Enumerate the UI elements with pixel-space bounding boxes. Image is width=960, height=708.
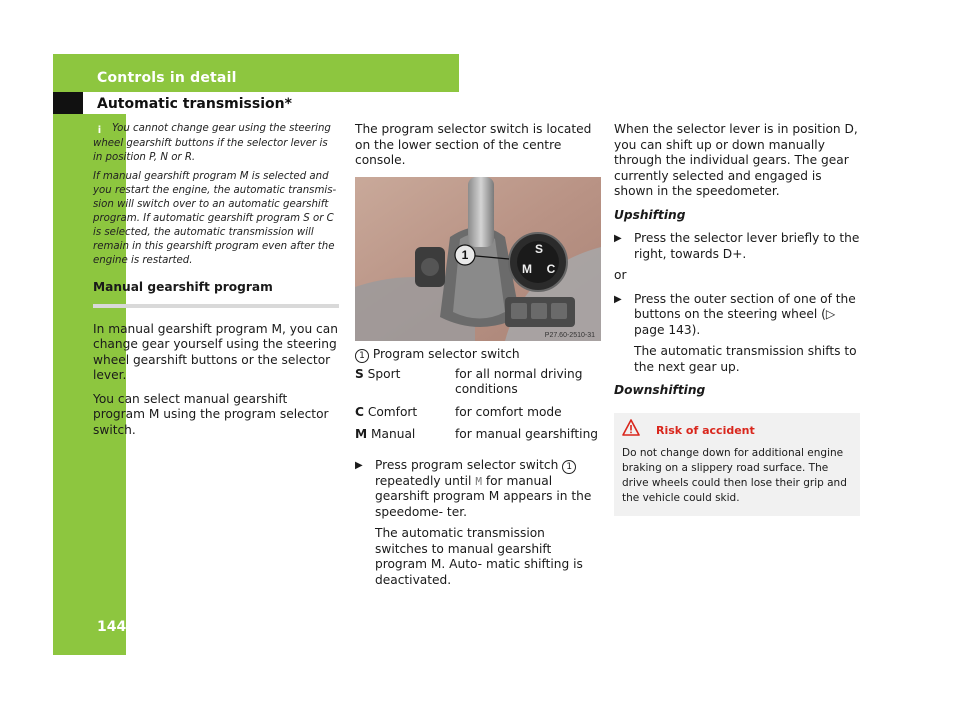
caption-text: Program selector switch: [372, 346, 520, 361]
info-text-2: If manual gearshift program M is selected and you restart the engine, the automatic transmis- sion will switch over to an automatic gearshift program. If automatic gearshift program S or C is selected, the automatic transmission will remain in this gearshift program even after the engine is restarted.: [93, 171, 337, 266]
step-result: The automatic transmission switches to manual gearshift program M. Auto- matic shifting is deactivated.: [375, 526, 583, 587]
bullet-arrow-icon: ▶: [614, 233, 622, 244]
step-text: Press the selector lever briefly to the right, towards D+.: [634, 231, 860, 261]
info-text-1: You cannot change gear using the steering wheel gearshift buttons if the selector lever is in position P, N or R.: [93, 123, 331, 163]
warning-text: Do not change down for additional engine braking on a slippery road surface. The drive wheels could then lose their grip and the vehicle could skid.: [622, 446, 847, 504]
info-icon: i: [93, 124, 106, 137]
instruction-step: [614, 292, 860, 339]
switch-label-s: S: [534, 241, 544, 256]
section-marker: [53, 92, 83, 114]
mode-desc: for manual gearshifting: [455, 427, 599, 441]
display-symbol: M: [475, 474, 482, 488]
switch-label-c: C: [546, 261, 556, 276]
warning-box: [614, 413, 860, 516]
mode-key: M: [355, 427, 368, 441]
photo-caption: [355, 347, 601, 363]
chapter-title: Controls in detail: [97, 70, 237, 86]
warning-title: Risk of accident: [656, 423, 755, 437]
page-number: 144: [97, 619, 127, 635]
table-row: [355, 427, 601, 450]
step-text: for manual gearshift program M appears in the speedome- ter.: [375, 473, 592, 519]
paragraph: The program selector switch is located on the lower section of the centre console.: [355, 122, 592, 167]
warning-triangle-icon: [622, 419, 640, 437]
mode-desc: for comfort mode: [455, 404, 562, 419]
paragraph: You can select manual gearshift program M using the program selector switch.: [93, 391, 329, 437]
photo-ref-code: P27.60-2510-31: [544, 331, 595, 339]
step-number: 1: [562, 460, 576, 474]
column-1: [93, 122, 339, 446]
mode-key: C: [355, 404, 364, 419]
bullet-arrow-icon: ▶: [614, 293, 622, 305]
switch-label-m: M: [522, 261, 532, 276]
column-2: [355, 122, 601, 596]
mode-name: Manual: [371, 427, 416, 441]
paragraph: In manual gearshift program M, you can change gear yourself using the steering wheel gearshift buttons or the selector lever.: [93, 321, 338, 382]
or-text: or: [614, 268, 627, 282]
step-text: Press the outer section of one of the buttons on the steering wheel (▷ page 143).: [634, 291, 856, 337]
table-row: [355, 367, 601, 405]
bullet-arrow-icon: ▶: [355, 459, 363, 471]
program-selector-photo: [355, 177, 601, 341]
table-row: [355, 405, 601, 428]
instruction-step: [355, 458, 601, 521]
mode-name: Sport: [367, 366, 401, 381]
mode-name: Comfort: [367, 404, 418, 419]
caption-number: 1: [355, 349, 369, 363]
downshifting-heading: Downshifting: [614, 383, 706, 397]
step-text: Press program selector switch: [375, 457, 559, 472]
subheading-manual-program: Manual gearshift program: [93, 280, 339, 308]
section-title: Automatic transmission*: [97, 96, 292, 112]
step-result: The automatic transmission shifts to the next gear up.: [634, 344, 857, 374]
warning-header: [622, 423, 850, 438]
mode-desc: for all normal driving conditions: [455, 366, 583, 396]
upshifting-heading: Upshifting: [614, 207, 686, 222]
console-illustration: [355, 177, 601, 341]
info-note: [93, 122, 339, 268]
mode-key: S: [355, 366, 364, 381]
step-text: repeatedly until: [375, 473, 472, 488]
column-3: [614, 122, 860, 516]
program-mode-table: [355, 367, 601, 450]
instruction-step: [614, 231, 860, 262]
paragraph: When the selector lever is in position D, you can shift up or down manually through the individual gears. The gear currently selected and engaged is shown in the speedometer.: [614, 122, 858, 198]
photo-callout-1: 1: [461, 247, 469, 262]
